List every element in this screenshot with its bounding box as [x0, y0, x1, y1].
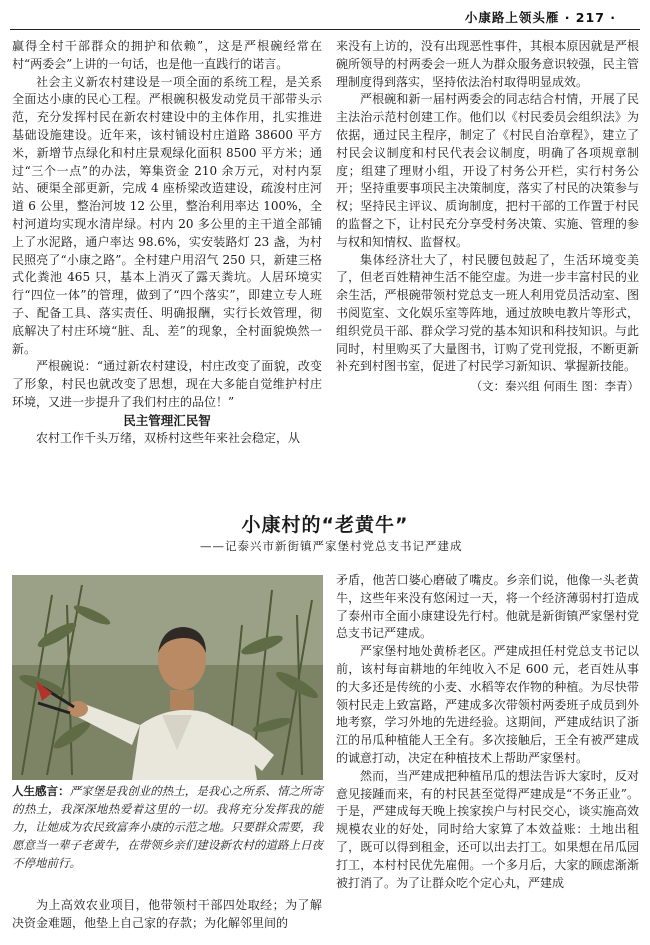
- paragraph: 严根碗和新一届村两委会的同志结合村情，开展了民主法治示范村创建工作。他们以《村民委员会组织法》为依据，通过民主程序，制定了《村民自治章程》，建立了村民会议制度和村民代表会议制度，明确了各项规章制度；组建了理财小组，开设了村务公开栏，实行村务公开；坚持重要事项民主决策制度，落实了村民的决策参与权；坚持民主评议、质询制度，把村干部的工作置于村民的监督之下，让村民充分享受村务决策、实施、管理的参与权和知情权、监督权。: [336, 92, 639, 249]
- upper-left-column: [12, 38, 322, 447]
- paragraph: 矛盾，他苦口婆心磨破了嘴皮。乡亲们说，他像一头老黄牛，这些年来没有悠闲过一天，将一个经济薄弱村打造成了泰州市全面小康建设先行村。他就是新街镇严家堡村党总支书记严建成。: [336, 573, 639, 641]
- paragraph: 严根碗说：“通过新农村建设，村庄改变了面貌，改变了形象，村民也就改变了思想，现在大多能自觉维护村庄环境，又进一步提升了我们村庄的品位！”: [12, 359, 322, 409]
- section-subhead: 民主管理汇民智: [123, 412, 211, 428]
- lower-left-column: [12, 897, 322, 933]
- paragraph: 社会主义新农村建设是一项全面的系统工程，是关系全面达小康的民心工程。严根碗积极发动党员干部带头示范，充分发挥村民在新农村建设中的主体作用，扎实推进基础设施建设。近年来，该村铺设村庄道路 38600 平方米，新增节点绿化和村庄景观绿化面积 8500 平方米；通过“三个一点”的办法，筹集资金 210 余万元，对村内泵站、硬渠全部更新，完成 4 座桥梁改造建设，疏浚村庄河道 6 公里，整治河坡 12 公里，整治利用率达 100%，全村河道均实现水清岸绿。村内 20 多公里的主干道全部铺上了水泥路，通户率达 98.6%，实安装路灯 23 盏，为村民照亮了“小康之路”。全村建户用沼气 250 只，新建三格式化粪池 465 只，基本上消灭了露天粪坑。人居环境实行“四位一体”的管理，做到了“四个落实”，即建立专人班子、配备工具、落实责任、明确报酬，实行长效管理，彻底解决了村庄环境“脏、乱、差”的现象，全村面貌焕然一新。: [12, 74, 322, 356]
- photo-illustration: [12, 575, 323, 780]
- paragraph: 农村工作千头万绪，双桥村这些年来社会稳定，从: [36, 430, 301, 445]
- article-subtitle: ——记泰兴市新街镇严家堡村党总支书记严建成: [200, 539, 463, 553]
- upper-right-column: [336, 38, 639, 396]
- header-rule: [10, 29, 640, 30]
- article-title: 小康村的“老黄牛”: [241, 514, 409, 536]
- paragraph: 然而，当严建成把种植吊瓜的想法告诉大家时，反对意见接踵而来，有的村民甚至觉得严建成是“不务正业”。于是，严建成每天晚上挨家挨户与村民交心，谈实施高效规模农业的好处，同时给大家算了本效益账：土地出租了，既可以得到租金，还可以出去打工。如果想在吊瓜园打工，本村村民优先雇佣。一个多月后，大家的顾虑渐渐被打消了。为了让群众吃个定心丸，严建成: [336, 768, 639, 890]
- photo-caption: [12, 782, 323, 872]
- caption-text: 严家堡是我创业的热土，是我心之所系、情之所寄的热土，我深深地热爱着这里的一切。我将充分发挥我的能力，让她成为农民致富奔小康的示范之地。只要群众需要，我愿意当一辈子老黄牛，在带领乡亲们建设新农村的道路上日夜不停地前行。: [12, 784, 324, 870]
- paragraph: 来没有上访的，没有出现恶性事件，其根本原因就是严根碗所领导的村两委会一班人为群众服务意识较强，民主管理制度得到落实，坚持依法治村取得明显成效。: [336, 39, 639, 89]
- paragraph: 赢得全村干部群众的拥护和依赖”，这是严根碗经常在村“两委会”上讲的一句话，也是他一直践行的诺言。: [12, 39, 322, 71]
- portrait-photo: [12, 575, 323, 780]
- caption-label: 人生感言：: [12, 784, 70, 798]
- author-credit: （文：秦兴组 何雨生 图：李青）: [470, 379, 639, 394]
- lower-right-column: [336, 572, 639, 892]
- paragraph: 为上高效农业项目，他带领村干部四处取经；为了解决资金难题，他垫上自己家的存款；为化解邻里间的: [12, 898, 322, 930]
- paragraph: 集体经济壮大了，村民腰包鼓起了，生活环境变美了，但老百姓精神生活不能空虚。为进一步丰富村民的业余生活，严根碗带领村党总支一班人利用党员活动室、图书阅览室、文化娱乐室等阵地，通过放映电教片等形式，组织党员干部、群众学习党的基本知识和科技知识。与此同时，村里购买了大量图书，订购了党刊党报，不断更新补充到村图书室，促进了村民学习新知识、掌握新技能。: [336, 252, 639, 374]
- running-header-text: 小康路上领头雁 · 217 ·: [464, 10, 616, 25]
- paragraph: 严家堡村地处黄桥老区。严建成担任村党总支书记以前，该村每亩耕地的年纯收入不足 600 元，老百姓从事的大多还是传统的小麦、水稻等农作物的种植。为尽快带领村民走上致富路，严建成多次带领村两委班子成员到外地考察，学习外地的先进经验。这期间，严建成结识了浙江的吊瓜种植能人王全有。多次接触后，王全有被严建成的诚意打动，决定在种植技术上帮助严家堡村。: [336, 644, 639, 765]
- running-header: [0, 0, 650, 32]
